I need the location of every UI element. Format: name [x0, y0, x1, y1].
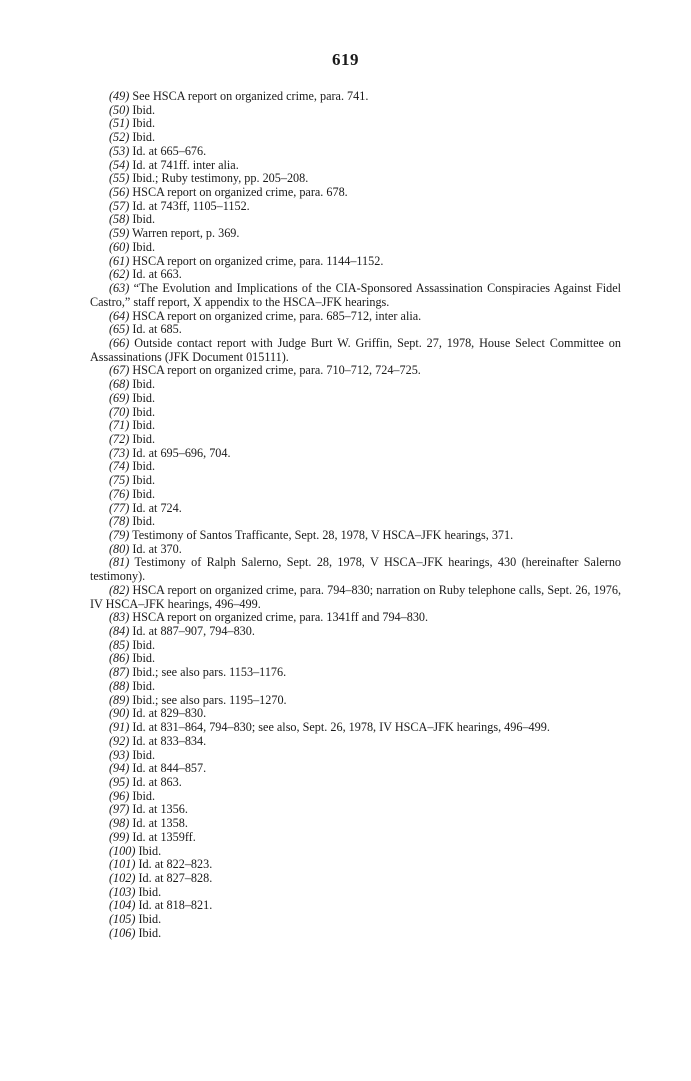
footnotes-list — [90, 90, 621, 941]
footnote-text: Ibid. — [132, 130, 156, 145]
footnote — [90, 927, 621, 941]
footnote-text: See HSCA report on organized crime, para. 741. — [132, 89, 369, 103]
footnote-number: (77) — [109, 500, 130, 515]
footnote — [90, 515, 621, 529]
footnote-number: (84) — [109, 624, 130, 639]
footnote — [90, 310, 621, 324]
footnote — [90, 790, 621, 804]
footnote-text: Id. at 1356. — [132, 802, 188, 817]
footnote-text: Ibid. — [132, 514, 156, 529]
footnote-text: Warren report, p. 369. — [132, 226, 240, 241]
footnote-number: (49) — [109, 89, 130, 103]
footnote-text: Id. at 724. — [132, 500, 182, 515]
footnote-text: HSCA report on organized crime, para. 794–830; narration on Ruby telephone calls, Sept. 26, 1976, IV HSCA–JFK hearings, 496–499. — [90, 582, 622, 611]
footnote-number: (65) — [109, 322, 130, 337]
footnote-number: (102) — [109, 870, 136, 885]
footnote — [90, 90, 621, 104]
footnote-number: (60) — [109, 239, 130, 254]
footnote-text: Ibid. — [132, 116, 156, 131]
footnote — [90, 694, 621, 708]
footnote-text: Ibid.; see also pars. 1195–1270. — [132, 692, 287, 707]
page-number: 619 — [332, 50, 359, 69]
footnote — [90, 584, 621, 611]
footnote-number: (80) — [109, 541, 130, 556]
footnote-text: Testimony of Ralph Salerno, Sept. 28, 1978, V HSCA–JFK hearings, 430 (hereinafter Salerno testimony). — [90, 555, 622, 584]
footnote-number: (74) — [109, 459, 130, 474]
footnote — [90, 117, 621, 131]
footnote-number: (106) — [109, 925, 136, 940]
footnote-text: Id. at 887–907, 794–830. — [132, 624, 255, 639]
footnote — [90, 556, 621, 583]
footnote-text: HSCA report on organized crime, para. 1341ff and 794–830. — [132, 610, 429, 625]
footnote-number: (103) — [109, 884, 136, 899]
footnote-number: (104) — [109, 898, 136, 913]
footnote-text: Ibid. — [138, 925, 162, 940]
footnote-number: (66) — [109, 335, 130, 350]
footnote-text: Ibid. — [138, 884, 162, 899]
footnote-text: Id. at 370. — [132, 541, 182, 556]
footnote-number: (62) — [109, 267, 130, 282]
footnote — [90, 323, 621, 337]
footnote-text: Ibid. — [132, 473, 156, 488]
footnote-text: Id. at 822–823. — [138, 857, 213, 872]
footnote — [90, 762, 621, 776]
footnote — [90, 241, 621, 255]
footnote-text: Id. at 844–857. — [132, 761, 207, 776]
footnote-number: (83) — [109, 610, 130, 625]
footnote — [90, 680, 621, 694]
footnote — [90, 652, 621, 666]
footnote-number: (63) — [109, 281, 130, 296]
footnote — [90, 845, 621, 859]
footnote-text: Ibid.; see also pars. 1153–1176. — [132, 665, 287, 680]
footnote-number: (88) — [109, 678, 130, 693]
footnote-number: (85) — [109, 637, 130, 652]
footnote-number: (89) — [109, 692, 130, 707]
footnote-number: (59) — [109, 226, 130, 241]
footnote — [90, 131, 621, 145]
footnote-number: (58) — [109, 212, 130, 227]
footnote-text: Id. at 1359ff. — [132, 829, 196, 844]
footnote-text: Id. at 685. — [132, 322, 182, 337]
footnote-number: (75) — [109, 473, 130, 488]
footnote-text: Ibid. — [132, 404, 156, 419]
footnote — [90, 721, 621, 735]
footnote-text: HSCA report on organized crime, para. 710–712, 724–725. — [132, 363, 421, 378]
footnote — [90, 159, 621, 173]
footnote — [90, 255, 621, 269]
footnote-number: (93) — [109, 747, 130, 762]
footnote — [90, 392, 621, 406]
footnote — [90, 104, 621, 118]
footnote-number: (101) — [109, 857, 136, 872]
footnote-number: (97) — [109, 802, 130, 817]
footnote-text: Id. at 827–828. — [138, 870, 213, 885]
footnote — [90, 502, 621, 516]
footnote-number: (105) — [109, 912, 136, 927]
footnote-text: Id. at 743ff, 1105–1152. — [132, 198, 250, 213]
footnote-text: Ibid. — [132, 459, 156, 474]
footnote-text: Ibid. — [132, 788, 156, 803]
footnote-number: (69) — [109, 390, 130, 405]
footnote-text: Ibid. — [132, 418, 156, 433]
footnote — [90, 611, 621, 625]
footnote-text: Ibid. — [132, 678, 156, 693]
footnote-text: Ibid. — [138, 843, 162, 858]
footnote — [90, 817, 621, 831]
footnote-number: (55) — [109, 171, 130, 186]
footnote-text: Id. at 665–676. — [132, 143, 207, 158]
footnote — [90, 529, 621, 543]
footnote — [90, 831, 621, 845]
footnote-text: Id. at 695–696, 704. — [132, 445, 231, 460]
footnote-number: (64) — [109, 308, 130, 323]
footnote-number: (73) — [109, 445, 130, 460]
footnote-number: (81) — [109, 555, 130, 570]
footnote — [90, 227, 621, 241]
footnote — [90, 639, 621, 653]
footnote-number: (90) — [109, 706, 130, 721]
footnote-number: (91) — [109, 720, 130, 735]
footnote — [90, 666, 621, 680]
footnote-number: (70) — [109, 404, 130, 419]
footnote-text: Ibid. — [132, 377, 156, 392]
footnote — [90, 447, 621, 461]
footnote-text: Ibid. — [132, 747, 156, 762]
footnote-text: Ibid.; Ruby testimony, pp. 205–208. — [132, 171, 309, 186]
footnote — [90, 886, 621, 900]
footnote — [90, 213, 621, 227]
footnote — [90, 625, 621, 639]
footnote — [90, 913, 621, 927]
footnote-number: (82) — [109, 582, 130, 597]
footnote-text: Ibid. — [132, 239, 156, 254]
footnote-text: Id. at 818–821. — [138, 898, 213, 913]
footnote-text: Ibid. — [138, 912, 162, 927]
footnote-text: Id. at 833–834. — [132, 733, 207, 748]
footnote-text: “The Evolution and Implications of the CIA-Sponsored Assassination Conspiracies Against Fidel Castro,” staff report, X appendix to the HSCA–JFK hearings. — [90, 281, 621, 309]
footnote-number: (99) — [109, 829, 130, 844]
footnote-number: (50) — [109, 102, 130, 117]
footnote-text: Ibid. — [132, 102, 156, 117]
footnote-number: (95) — [109, 774, 130, 789]
footnote — [90, 899, 621, 913]
footnote-text: Id. at 663. — [132, 267, 182, 282]
footnote — [90, 419, 621, 433]
footnote-text: HSCA report on organized crime, para. 678. — [132, 185, 348, 200]
footnote-text: Testimony of Santos Trafficante, Sept. 28, 1978, V HSCA–JFK hearings, 371. — [132, 528, 514, 542]
footnote-number: (94) — [109, 761, 130, 776]
footnote — [90, 707, 621, 721]
footnote-number: (53) — [109, 143, 130, 158]
footnote-text: Ibid. — [132, 212, 156, 227]
footnote-number: (100) — [109, 843, 136, 858]
footnote-text: Ibid. — [132, 486, 156, 501]
footnote-number: (61) — [109, 253, 130, 268]
footnote-text: Id. at 829–830. — [132, 706, 207, 721]
footnote — [90, 776, 621, 790]
footnote-text: Ibid. — [132, 637, 156, 652]
footnote-number: (76) — [109, 486, 130, 501]
footnote-number: (78) — [109, 514, 130, 529]
footnote-number: (54) — [109, 157, 130, 172]
footnote — [90, 735, 621, 749]
footnote — [90, 282, 621, 309]
footnote-number: (68) — [109, 377, 130, 392]
footnote — [90, 803, 621, 817]
footnote-number: (56) — [109, 185, 130, 200]
footnote-number: (87) — [109, 665, 130, 680]
footnote-number: (72) — [109, 431, 130, 446]
footnote — [90, 543, 621, 557]
footnote-text: HSCA report on organized crime, para. 685–712, inter alia. — [132, 308, 422, 323]
footnote-number: (92) — [109, 733, 130, 748]
footnote-number: (79) — [109, 528, 130, 542]
footnote-number: (67) — [109, 363, 130, 378]
footnote-text: HSCA report on organized crime, para. 1144–1152. — [132, 253, 384, 268]
footnote-number: (51) — [109, 116, 130, 131]
footnote — [90, 474, 621, 488]
footnote — [90, 337, 621, 364]
footnote-number: (57) — [109, 198, 130, 213]
footnote-number: (86) — [109, 651, 130, 666]
footnote-number: (96) — [109, 788, 130, 803]
footnote-text: Id. at 831–864, 794–830; see also, Sept. 26, 1978, IV HSCA–JFK hearings, 496–499. — [132, 720, 550, 735]
footnote — [90, 872, 621, 886]
footnote — [90, 172, 621, 186]
footnote — [90, 145, 621, 159]
footnote-text: Outside contact report with Judge Burt W. Griffin, Sept. 27, 1978, House Select Committee on Assassinations (JFK Document 015111). — [90, 335, 621, 364]
footnote — [90, 749, 621, 763]
footnote — [90, 406, 621, 420]
footnote — [90, 364, 621, 378]
footnote-text: Id. at 741ff. inter alia. — [132, 157, 239, 172]
footnote-text: Id. at 1358. — [132, 816, 188, 831]
footnote-number: (71) — [109, 418, 130, 433]
footnote — [90, 488, 621, 502]
footnote — [90, 200, 621, 214]
footnote — [90, 858, 621, 872]
footnote — [90, 378, 621, 392]
footnote-text: Ibid. — [132, 651, 156, 666]
footnote — [90, 186, 621, 200]
footnote — [90, 268, 621, 282]
footnote-number: (98) — [109, 816, 130, 831]
footnote — [90, 460, 621, 474]
footnote-text: Id. at 863. — [132, 774, 182, 789]
footnote-text: Ibid. — [132, 431, 156, 446]
footnote-number: (52) — [109, 130, 130, 145]
footnote — [90, 433, 621, 447]
footnote-text: Ibid. — [132, 390, 156, 405]
